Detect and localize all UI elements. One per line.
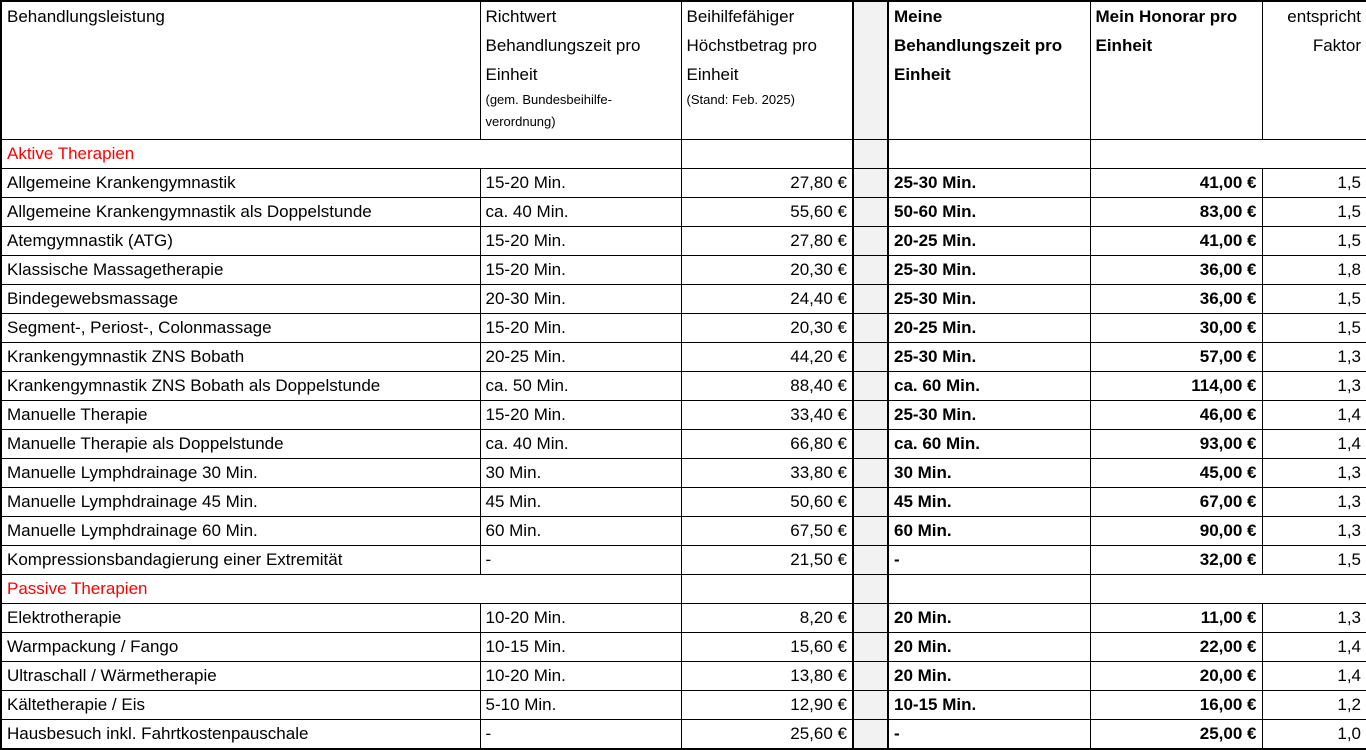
gap-cell	[853, 285, 888, 314]
treatment-name: Krankengymnastik ZNS Bobath	[1, 343, 480, 372]
treatment-name: Bindegewebsmassage	[1, 285, 480, 314]
table-row	[1, 372, 1366, 401]
section-empty-cell	[1090, 575, 1366, 604]
header-guideline-time-note: verordnung)	[485, 114, 556, 129]
guideline-time: 30 Min.	[480, 459, 681, 488]
factor-value: 1,4	[1262, 430, 1366, 459]
header-my-time-line: Meine	[894, 7, 943, 26]
my-fee: 41,00 €	[1090, 227, 1262, 256]
header-guideline-time	[480, 1, 681, 140]
my-time: 20-25 Min.	[888, 314, 1090, 343]
gap-cell	[853, 430, 888, 459]
gap-cell	[853, 140, 888, 169]
table-row	[1, 227, 1366, 256]
header-guideline-time-note: (gem. Bundesbeihilfe-	[485, 92, 612, 107]
my-time: 50-60 Min.	[888, 198, 1090, 227]
max-amount: 25,60 €	[681, 720, 853, 750]
gap-cell	[853, 575, 888, 604]
table-row	[1, 488, 1366, 517]
guideline-time: 15-20 Min.	[480, 256, 681, 285]
max-amount: 33,40 €	[681, 401, 853, 430]
table-row	[1, 285, 1366, 314]
treatment-name: Manuelle Lymphdrainage 45 Min.	[1, 488, 480, 517]
table-row	[1, 198, 1366, 227]
gap-cell	[853, 662, 888, 691]
gap-cell	[853, 488, 888, 517]
section-row	[1, 140, 1366, 169]
guideline-time: 10-20 Min.	[480, 662, 681, 691]
header-factor-line: entspricht	[1287, 7, 1361, 26]
table-row	[1, 517, 1366, 546]
gap-cell	[853, 372, 888, 401]
gap-cell	[853, 169, 888, 198]
my-fee: 22,00 €	[1090, 633, 1262, 662]
max-amount: 67,50 €	[681, 517, 853, 546]
my-fee: 20,00 €	[1090, 662, 1262, 691]
header-max-amount-line: Einheit	[686, 65, 739, 84]
factor-value: 1,5	[1262, 314, 1366, 343]
my-fee: 32,00 €	[1090, 546, 1262, 575]
my-time: 20 Min.	[888, 662, 1090, 691]
my-time: -	[888, 546, 1090, 575]
gap-cell	[853, 546, 888, 575]
treatment-name: Segment-, Periost-, Colonmassage	[1, 314, 480, 343]
table-header	[1, 1, 1366, 140]
gap-column	[853, 1, 888, 140]
max-amount: 8,20 €	[681, 604, 853, 633]
treatment-name: Ultraschall / Wärmetherapie	[1, 662, 480, 691]
max-amount: 21,50 €	[681, 546, 853, 575]
guideline-time: ca. 50 Min.	[480, 372, 681, 401]
factor-value: 1,8	[1262, 256, 1366, 285]
factor-value: 1,5	[1262, 227, 1366, 256]
treatment-name: Manuelle Lymphdrainage 60 Min.	[1, 517, 480, 546]
header-max-amount-line: Beihilfefähiger	[686, 7, 795, 26]
my-time: 25-30 Min.	[888, 343, 1090, 372]
guideline-time: ca. 40 Min.	[480, 430, 681, 459]
my-time: 25-30 Min.	[888, 285, 1090, 314]
header-treatment-label: Behandlungsleistung	[7, 7, 165, 26]
factor-value: 1,2	[1262, 691, 1366, 720]
my-time: 30 Min.	[888, 459, 1090, 488]
my-fee: 36,00 €	[1090, 285, 1262, 314]
my-fee: 30,00 €	[1090, 314, 1262, 343]
header-my-fee-line: Einheit	[1095, 36, 1153, 55]
guideline-time: 20-30 Min.	[480, 285, 681, 314]
guideline-time: ca. 40 Min.	[480, 198, 681, 227]
my-fee: 36,00 €	[1090, 256, 1262, 285]
max-amount: 12,90 €	[681, 691, 853, 720]
treatment-name: Kompressionsbandagierung einer Extremität	[1, 546, 480, 575]
section-empty-cell	[681, 575, 853, 604]
max-amount: 20,30 €	[681, 256, 853, 285]
max-amount: 27,80 €	[681, 227, 853, 256]
header-guideline-time-line: Richtwert	[485, 7, 557, 26]
max-amount: 27,80 €	[681, 169, 853, 198]
factor-value: 1,5	[1262, 285, 1366, 314]
my-time: ca. 60 Min.	[888, 372, 1090, 401]
my-time: 20-25 Min.	[888, 227, 1090, 256]
my-fee: 90,00 €	[1090, 517, 1262, 546]
gap-cell	[853, 227, 888, 256]
treatment-name: Kältetherapie / Eis	[1, 691, 480, 720]
gap-cell	[853, 401, 888, 430]
table-row	[1, 169, 1366, 198]
treatment-name: Krankengymnastik ZNS Bobath als Doppelstunde	[1, 372, 480, 401]
max-amount: 13,80 €	[681, 662, 853, 691]
gap-cell	[853, 691, 888, 720]
max-amount: 88,40 €	[681, 372, 853, 401]
table-row	[1, 633, 1366, 662]
max-amount: 50,60 €	[681, 488, 853, 517]
guideline-time: 45 Min.	[480, 488, 681, 517]
my-time: 25-30 Min.	[888, 256, 1090, 285]
header-max-amount-note: (Stand: Feb. 2025)	[686, 92, 795, 107]
treatment-name: Warmpackung / Fango	[1, 633, 480, 662]
treatment-name: Atemgymnastik (ATG)	[1, 227, 480, 256]
my-time: 60 Min.	[888, 517, 1090, 546]
header-my-time-line: Behandlungszeit pro	[894, 36, 1063, 55]
section-empty-cell	[888, 575, 1090, 604]
treatment-name: Allgemeine Krankengymnastik als Doppelstunde	[1, 198, 480, 227]
table-row	[1, 256, 1366, 285]
max-amount: 24,40 €	[681, 285, 853, 314]
header-my-time-line: Einheit	[894, 65, 951, 84]
factor-value: 1,5	[1262, 546, 1366, 575]
treatment-name: Hausbesuch inkl. Fahrtkostenpauschale	[1, 720, 480, 750]
guideline-time: 10-20 Min.	[480, 604, 681, 633]
factor-value: 1,4	[1262, 662, 1366, 691]
header-my-fee	[1090, 1, 1262, 140]
table-row	[1, 343, 1366, 372]
guideline-time: 20-25 Min.	[480, 343, 681, 372]
header-guideline-time-line: Einheit	[485, 65, 538, 84]
section-empty-cell	[681, 140, 853, 169]
treatment-name: Manuelle Lymphdrainage 30 Min.	[1, 459, 480, 488]
factor-value: 1,4	[1262, 633, 1366, 662]
treatment-name: Elektrotherapie	[1, 604, 480, 633]
max-amount: 66,80 €	[681, 430, 853, 459]
section-title: Aktive Therapien	[1, 140, 681, 169]
header-factor-line: Faktor	[1312, 36, 1361, 55]
factor-value: 1,3	[1262, 517, 1366, 546]
gap-cell	[853, 256, 888, 285]
my-time: 25-30 Min.	[888, 169, 1090, 198]
treatment-name: Klassische Massagetherapie	[1, 256, 480, 285]
my-fee: 83,00 €	[1090, 198, 1262, 227]
gap-cell	[853, 314, 888, 343]
header-factor	[1262, 1, 1366, 140]
max-amount: 44,20 €	[681, 343, 853, 372]
my-fee: 11,00 €	[1090, 604, 1262, 633]
my-fee: 57,00 €	[1090, 343, 1262, 372]
guideline-time: 15-20 Min.	[480, 227, 681, 256]
my-time: -	[888, 720, 1090, 750]
guideline-time: 15-20 Min.	[480, 314, 681, 343]
table-body	[1, 140, 1366, 750]
gap-cell	[853, 720, 888, 750]
header-my-fee-line: Mein Honorar pro	[1095, 7, 1238, 26]
gap-cell	[853, 343, 888, 372]
factor-value: 1,0	[1262, 720, 1366, 750]
my-time: 10-15 Min.	[888, 691, 1090, 720]
table-row	[1, 691, 1366, 720]
my-fee: 25,00 €	[1090, 720, 1262, 750]
factor-value: 1,3	[1262, 459, 1366, 488]
gap-cell	[853, 517, 888, 546]
my-fee: 41,00 €	[1090, 169, 1262, 198]
gap-cell	[853, 198, 888, 227]
section-empty-cell	[888, 140, 1090, 169]
table-row	[1, 720, 1366, 750]
my-fee: 114,00 €	[1090, 372, 1262, 401]
gap-cell	[853, 604, 888, 633]
table-row	[1, 430, 1366, 459]
my-time: 25-30 Min.	[888, 401, 1090, 430]
max-amount: 33,80 €	[681, 459, 853, 488]
guideline-time: 15-20 Min.	[480, 401, 681, 430]
section-title: Passive Therapien	[1, 575, 681, 604]
my-fee: 16,00 €	[1090, 691, 1262, 720]
guideline-time: 60 Min.	[480, 517, 681, 546]
my-fee: 93,00 €	[1090, 430, 1262, 459]
treatment-name: Allgemeine Krankengymnastik	[1, 169, 480, 198]
header-treatment	[1, 1, 480, 140]
gap-cell	[853, 633, 888, 662]
guideline-time: 5-10 Min.	[480, 691, 681, 720]
my-time: 20 Min.	[888, 633, 1090, 662]
table-row	[1, 314, 1366, 343]
factor-value: 1,5	[1262, 169, 1366, 198]
factor-value: 1,3	[1262, 488, 1366, 517]
table-row	[1, 459, 1366, 488]
my-time: ca. 60 Min.	[888, 430, 1090, 459]
table-row	[1, 401, 1366, 430]
section-row	[1, 575, 1366, 604]
header-max-amount	[681, 1, 853, 140]
factor-value: 1,4	[1262, 401, 1366, 430]
section-empty-cell	[1090, 140, 1366, 169]
treatment-name: Manuelle Therapie	[1, 401, 480, 430]
factor-value: 1,3	[1262, 372, 1366, 401]
guideline-time: 10-15 Min.	[480, 633, 681, 662]
my-time: 20 Min.	[888, 604, 1090, 633]
factor-value: 1,3	[1262, 343, 1366, 372]
my-fee: 45,00 €	[1090, 459, 1262, 488]
table-row	[1, 604, 1366, 633]
treatment-name: Manuelle Therapie als Doppelstunde	[1, 430, 480, 459]
factor-value: 1,3	[1262, 604, 1366, 633]
guideline-time: -	[480, 720, 681, 750]
factor-value: 1,5	[1262, 198, 1366, 227]
max-amount: 55,60 €	[681, 198, 853, 227]
table-row	[1, 662, 1366, 691]
max-amount: 20,30 €	[681, 314, 853, 343]
header-my-time	[888, 1, 1090, 140]
my-fee: 67,00 €	[1090, 488, 1262, 517]
guideline-time: 15-20 Min.	[480, 169, 681, 198]
my-fee: 46,00 €	[1090, 401, 1262, 430]
gap-cell	[853, 459, 888, 488]
max-amount: 15,60 €	[681, 633, 853, 662]
header-guideline-time-line: Behandlungszeit pro	[485, 36, 641, 55]
my-time: 45 Min.	[888, 488, 1090, 517]
guideline-time: -	[480, 546, 681, 575]
table-row	[1, 546, 1366, 575]
header-max-amount-line: Höchstbetrag pro	[686, 36, 817, 55]
